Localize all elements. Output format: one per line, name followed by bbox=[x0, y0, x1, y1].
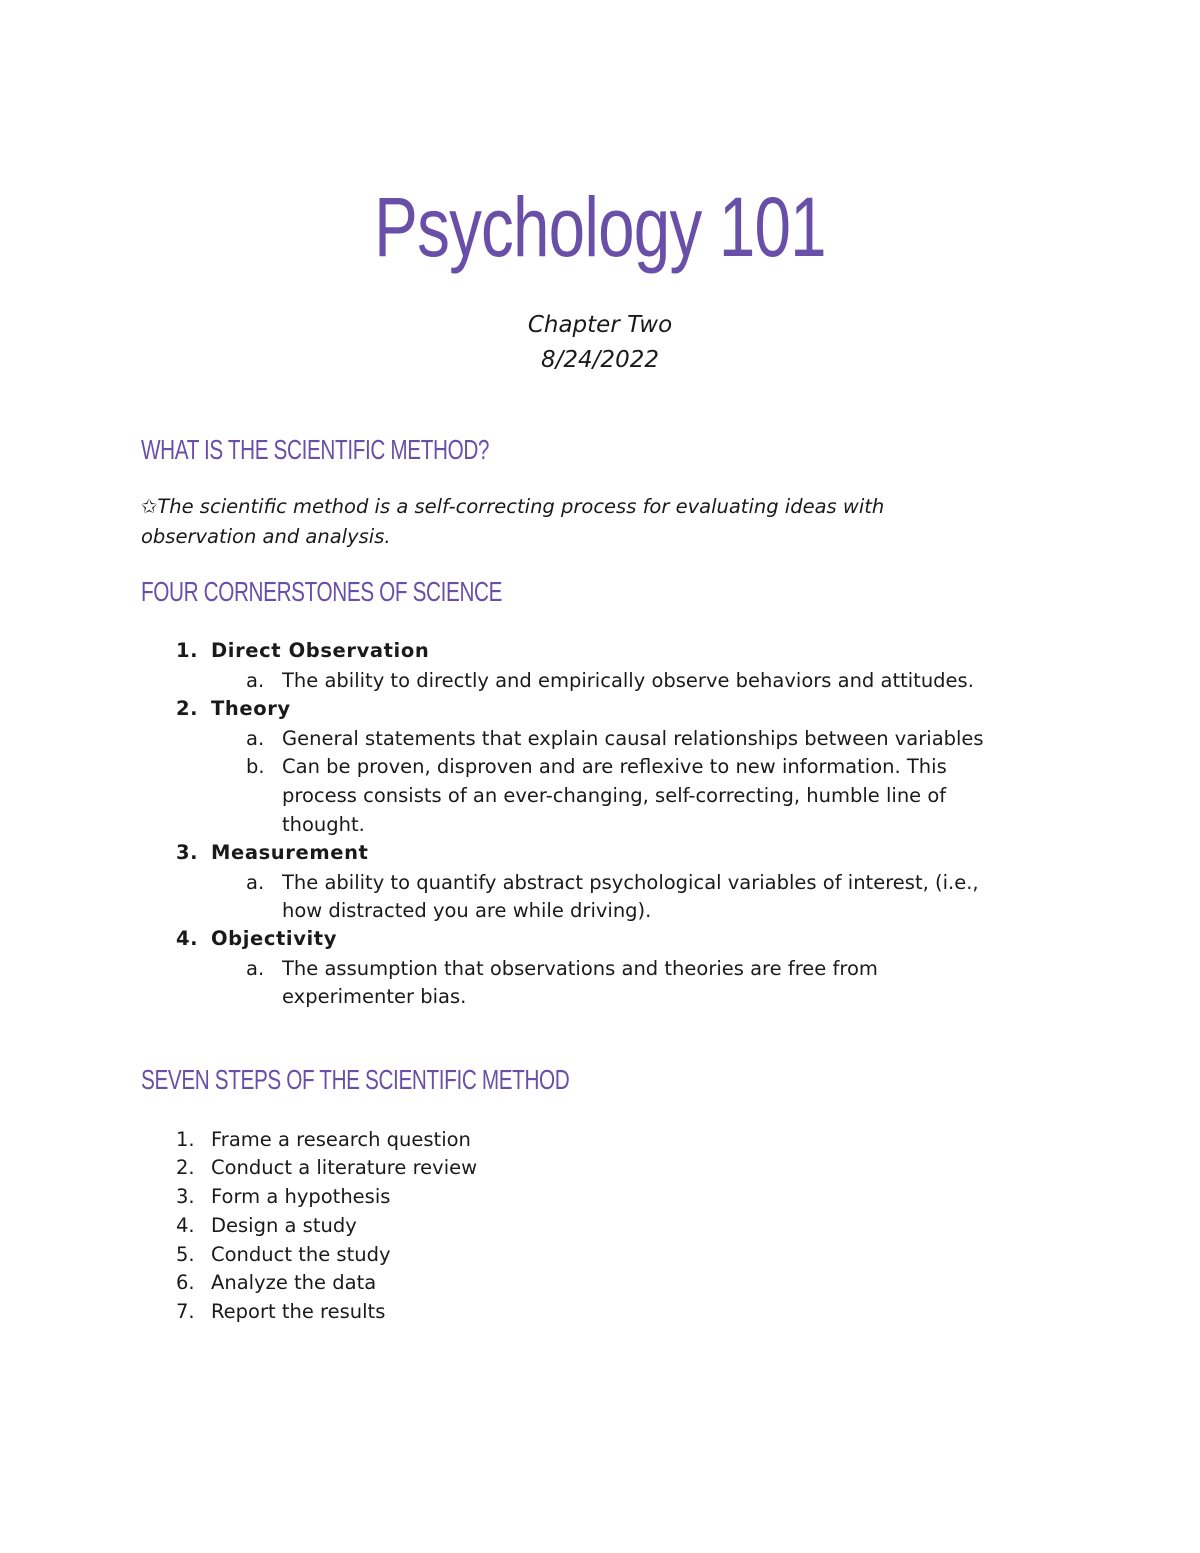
list-number: 2. bbox=[176, 697, 199, 720]
step-item: Conduct a literature review bbox=[211, 1156, 478, 1179]
step-number: 6. bbox=[176, 1271, 195, 1294]
intro-paragraph bbox=[141, 492, 1041, 552]
step-number: 1. bbox=[176, 1128, 195, 1151]
step-number: 4. bbox=[176, 1214, 195, 1237]
list-number: 1. bbox=[176, 639, 199, 662]
sub-item-text: General statements that explain causal relationships between variables bbox=[282, 727, 984, 750]
list-item-objectivity: Objectivity bbox=[211, 927, 338, 950]
step-item: Conduct the study bbox=[211, 1243, 391, 1266]
step-number: 2. bbox=[176, 1156, 195, 1179]
star-icon: ✩ bbox=[141, 495, 158, 518]
section-heading-scientific-method: WHAT IS THE SCIENTIFIC METHOD? bbox=[141, 434, 490, 465]
sub-item-label: a. bbox=[246, 669, 265, 692]
sub-item-text: thought. bbox=[282, 813, 365, 836]
step-item: Analyze the data bbox=[211, 1271, 377, 1294]
sub-item-label: a. bbox=[246, 727, 265, 750]
section-heading-seven-steps: SEVEN STEPS OF THE SCIENTIFIC METHOD bbox=[141, 1064, 570, 1095]
sub-item-text: Can be proven, disproven and are reflexive to new information. This bbox=[282, 755, 947, 778]
sub-item-label: a. bbox=[246, 871, 265, 894]
list-item-direct-observation: Direct Observation bbox=[211, 639, 430, 662]
sub-item-text: The ability to directly and empirically observe behaviors and attitudes. bbox=[282, 669, 974, 692]
sub-item-text: how distracted you are while driving). bbox=[282, 899, 652, 922]
intro-line-2: observation and analysis. bbox=[141, 525, 391, 548]
sub-item-label: b. bbox=[246, 755, 265, 778]
section-heading-cornerstones: FOUR CORNERSTONES OF SCIENCE bbox=[141, 576, 503, 607]
step-number: 3. bbox=[176, 1185, 195, 1208]
list-number: 4. bbox=[176, 927, 199, 950]
chapter-label: Chapter Two bbox=[527, 312, 673, 338]
sub-item-text: The assumption that observations and theories are free from bbox=[282, 957, 878, 980]
step-item: Form a hypothesis bbox=[211, 1185, 391, 1208]
step-number: 5. bbox=[176, 1243, 195, 1266]
sub-item-text: process consists of an ever-changing, self-correcting, humble line of bbox=[282, 784, 947, 807]
intro-line-1: The scientific method is a self-correcting process for evaluating ideas with bbox=[157, 495, 885, 518]
step-item: Design a study bbox=[211, 1214, 357, 1237]
list-item-theory: Theory bbox=[211, 697, 291, 720]
sub-item-text: The ability to quantify abstract psychological variables of interest, (i.e., bbox=[282, 871, 979, 894]
list-item-measurement: Measurement bbox=[211, 841, 369, 864]
list-number: 3. bbox=[176, 841, 199, 864]
sub-item-text: experimenter bias. bbox=[282, 985, 467, 1008]
step-item: Report the results bbox=[211, 1300, 386, 1323]
step-number: 7. bbox=[176, 1300, 195, 1323]
date-label: 8/24/2022 bbox=[541, 347, 659, 373]
page-title: Psychology 101 bbox=[374, 180, 826, 274]
sub-item-label: a. bbox=[246, 957, 265, 980]
step-item: Frame a research question bbox=[211, 1128, 471, 1151]
